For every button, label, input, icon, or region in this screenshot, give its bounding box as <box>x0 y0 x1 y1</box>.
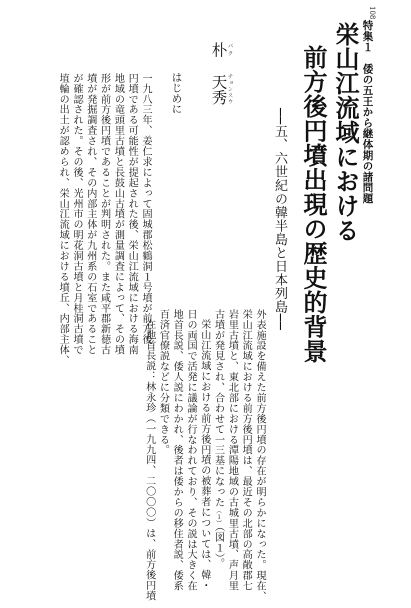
main-title-line-1: 栄山江流域における <box>331 22 360 243</box>
author-given-ruby: チョンスウ <box>226 73 233 105</box>
main-title-line-2: 前方後円墳出現の歴史的背景 <box>299 45 328 364</box>
body-line: 地域の竜頭里古墳と長鼓山古墳が測量調査によって、その墳 <box>112 73 124 356</box>
body-line: 形が前方後円墳であることが判明された。また咸平郡新徳古 <box>98 73 110 356</box>
body-line: 外表施設を備えた前方後円墳の存在が明らかになった。現在、 <box>254 309 265 602</box>
page-number: 108 <box>368 6 376 20</box>
series-heading: 特集１ 倭の五王から継体期の諸問題 <box>361 20 374 204</box>
body-line: 円墳である可能性が提起された後、栄山江流域における海南 <box>126 73 138 356</box>
body-line: 岩里古墳と、東北部における潭陽地域の古城里古墳、声月里 <box>226 309 238 592</box>
body-line: 墳が発掘調査され、その内部主体が九州系の石室であること <box>84 73 96 356</box>
body-line-text: 古墳が発見され、合わせて一三基になった <box>212 309 224 508</box>
figure-reference: （図１）。 <box>212 526 224 569</box>
subtitle: ──五、六世紀の韓半島と日本列島── <box>272 108 287 331</box>
section-heading: はじめに <box>170 72 183 114</box>
body-line: 一九八三年、姜仁求によって固城郡松鶴洞１号墳が前方後 <box>140 73 151 345</box>
body-line: 埴輪の出土が認められ、栄山江流域における墳丘、内部主体、 <box>57 73 69 366</box>
body-line: が確認された。その後、光州市の明花洞古墳と月桂洞古墳で <box>71 73 83 356</box>
author-name <box>210 42 233 105</box>
body-line: 百済官僚説などに分類できる。 <box>157 309 169 456</box>
body-line: 在地首長説：林永珍（一九九四、二〇〇〇）は、前方後円墳 <box>143 319 155 602</box>
footnote-mark: （１） <box>214 507 222 527</box>
body-text-lower <box>80 309 266 608</box>
author-family-ruby: パク <box>226 42 233 58</box>
body-line <box>211 309 225 608</box>
body-line: 栄山江流域における前方後円墳は、最近その北部の高敞郡七 <box>240 309 252 592</box>
body-line: 地首長説、倭人説にわかれ、後者は倭からの移住者説、倭系 <box>171 309 183 592</box>
body-line: 日の両国で活発に議論が行なわれており、その説は大きく在 <box>185 309 197 592</box>
body-line: 栄山江流域における前方後円墳の被葬者については、韓・ <box>198 319 210 591</box>
author-family-name: 朴 <box>209 42 228 58</box>
author-given-name: 天秀 <box>209 73 228 105</box>
